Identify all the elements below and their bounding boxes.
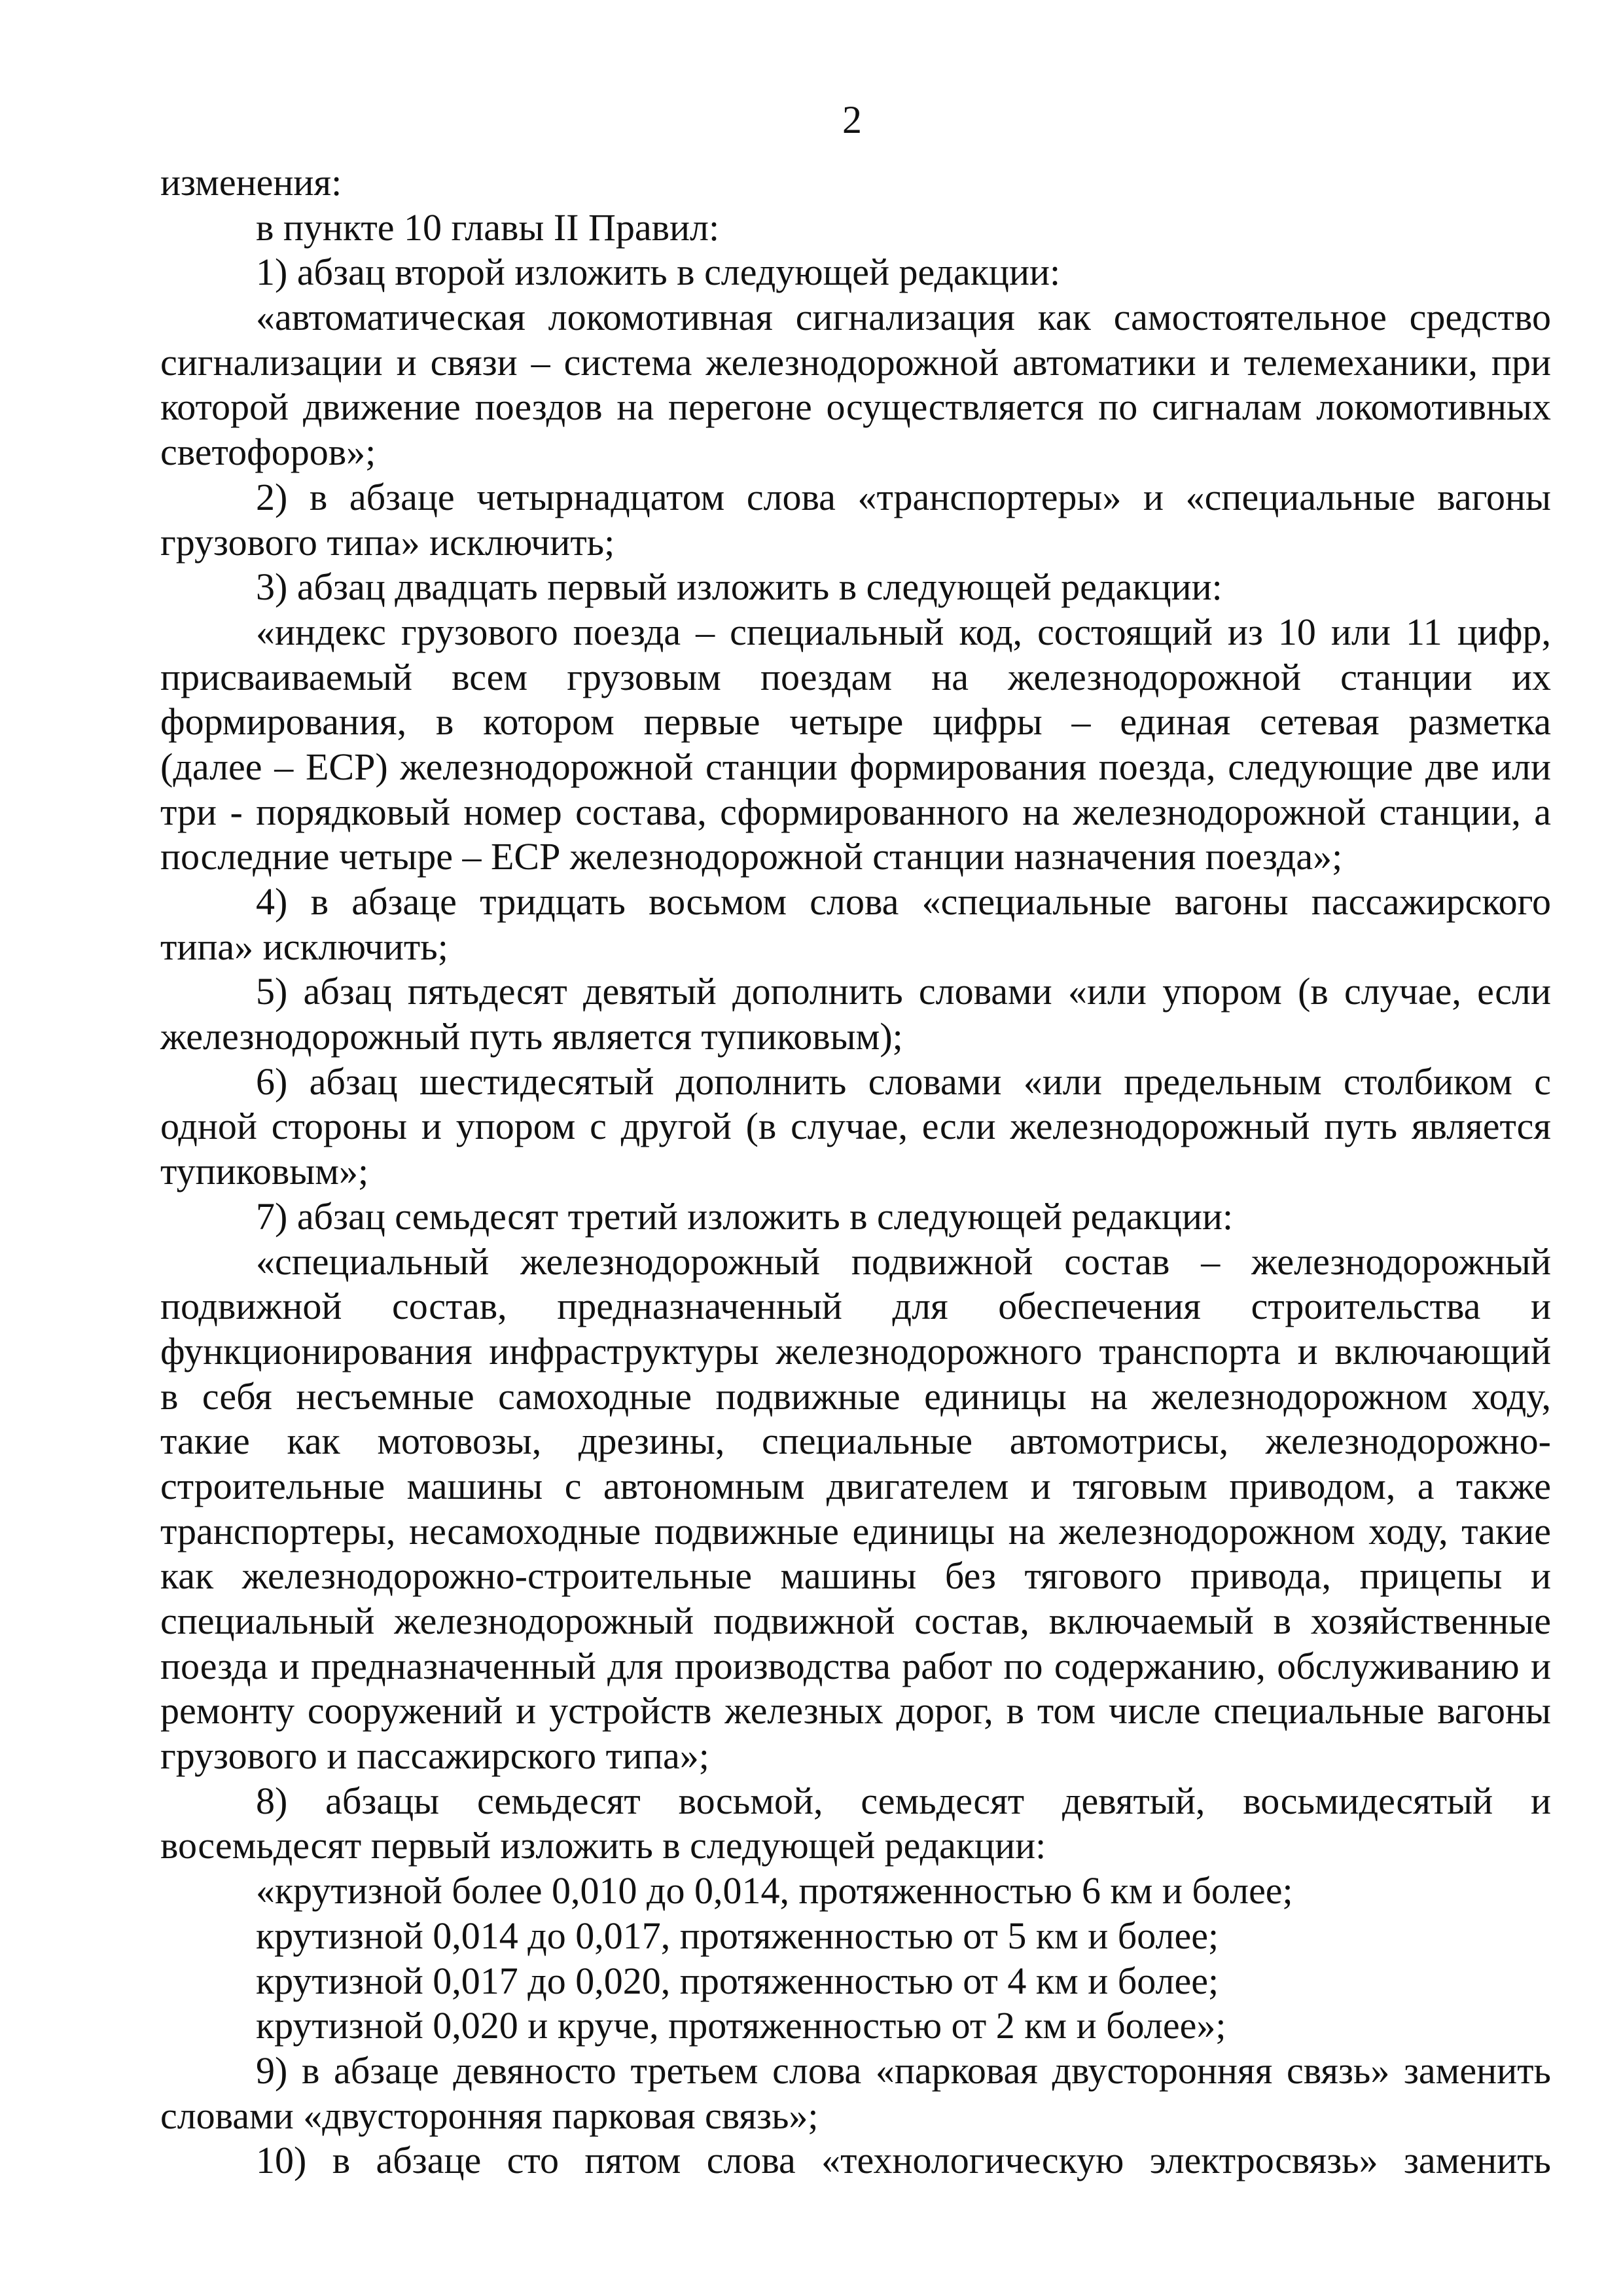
text-line: тупиковым»; [160, 1150, 369, 1193]
text-line: функционирования инфраструктуры железнодорожного транспорта и включающий [160, 1329, 1551, 1372]
text-line: (далее – ЕСР) железнодорожной станции формирования поезда, следующие две или [160, 745, 1551, 788]
text-line: изменения: [160, 161, 342, 204]
text-line: в себя несъемные самоходные подвижные единицы на железнодорожном ходу, [160, 1374, 1551, 1418]
text-line: 10) в абзаце сто пятом слова «технологическую электросвязь» заменить [256, 2139, 1551, 2182]
text-line: «автоматическая локомотивная сигнализация как самостоятельное средство [256, 296, 1551, 339]
text-line: грузового типа» исключить; [160, 520, 615, 564]
text-line: 2) в абзаце четырнадцатом слова «транспортеры» и «специальные вагоны [256, 475, 1551, 518]
text-line: крутизной 0,020 и круче, протяженностью от 2 км и более»; [256, 2004, 1226, 2047]
text-line: светофоров»; [160, 431, 376, 474]
text-line: восемьдесят первый изложить в следующей редакции: [160, 1824, 1046, 1867]
text-line: 4) в абзаце тридцать восьмом слова «специальные вагоны пассажирского [256, 880, 1551, 923]
text-line: поезда и предназначенный для производства работ по содержанию, обслуживанию и [160, 1644, 1551, 1687]
text-line: одной стороны и упором с другой (в случае, если железнодорожный путь является [160, 1105, 1551, 1148]
text-line: 9) в абзаце девяносто третьем слова «парковая двусторонняя связь» заменить [256, 2049, 1551, 2092]
text-line: такие как мотовозы, дрезины, специальные автомотрисы, железнодорожно- [160, 1420, 1551, 1463]
text-line: три - порядковый номер состава, сформированного на железнодорожной станции, а [160, 790, 1551, 833]
text-line: «крутизной более 0,010 до 0,014, протяженностью 6 км и более; [256, 1869, 1293, 1912]
text-line: «индекс грузового поезда – специальный код, состоящий из 10 или 11 цифр, [256, 610, 1551, 653]
text-line: 3) абзац двадцать первый изложить в следующей редакции: [256, 565, 1222, 609]
text-line: транспортеры, несамоходные подвижные единицы на железнодорожном ходу, такие [160, 1509, 1551, 1552]
text-line: крутизной 0,017 до 0,020, протяженностью от 4 км и более; [256, 1959, 1219, 2002]
text-line: специальный железнодорожный подвижной состав, включаемый в хозяйственные [160, 1600, 1551, 1642]
text-line: словами «двусторонняя парковая связь»; [160, 2094, 819, 2137]
text-line: в пункте 10 главы II Правил: [256, 206, 720, 249]
text-line: 5) абзац пятьдесят девятый дополнить словами «или упором (в случае, если [256, 970, 1551, 1013]
text-line: 8) абзацы семьдесят восьмой, семьдесят девятый, восьмидесятый и [256, 1779, 1551, 1822]
text-line: 6) абзац шестидесятый дополнить словами «или предельным столбиком с [256, 1060, 1551, 1103]
text-line: подвижной состав, предназначенный для обеспечения строительства и [160, 1285, 1551, 1328]
text-line: сигнализации и связи – система железнодорожной автоматики и телемеханики, при [160, 340, 1551, 384]
text-line: типа» исключить; [160, 925, 448, 968]
text-line: 1) абзац второй изложить в следующей редакции: [256, 251, 1061, 294]
text-line: крутизной 0,014 до 0,017, протяженностью от 5 км и более; [256, 1914, 1219, 1957]
text-line: грузового и пассажирского типа»; [160, 1734, 709, 1778]
text-line: последние четыре – ЕСР железнодорожной станции назначения поезда»; [160, 835, 1343, 878]
page-number: 2 [842, 98, 862, 141]
text-line: строительные машины с автономным двигателем и тяговым приводом, а также [160, 1464, 1551, 1507]
text-line: ремонту сооружений и устройств железных дорог, в том числе специальные вагоны [160, 1689, 1551, 1732]
text-line: которой движение поездов на перегоне осуществляется по сигналам локомотивных [160, 386, 1551, 429]
text-line: железнодорожный путь является тупиковым); [160, 1015, 903, 1058]
text-line: присваиваемый всем грузовым поездам на железнодорожной станции их [160, 655, 1551, 698]
text-line: 7) абзац семьдесят третий изложить в следующей редакции: [256, 1194, 1234, 1238]
text-line: как железнодорожно-строительные машины без тягового привода, прицепы и [160, 1554, 1551, 1598]
text-line: «специальный железнодорожный подвижной состав – железнодорожный [256, 1240, 1551, 1283]
text-line: формирования, в котором первые четыре цифры – единая сетевая разметка [160, 700, 1551, 744]
document-body [160, 160, 1552, 2183]
